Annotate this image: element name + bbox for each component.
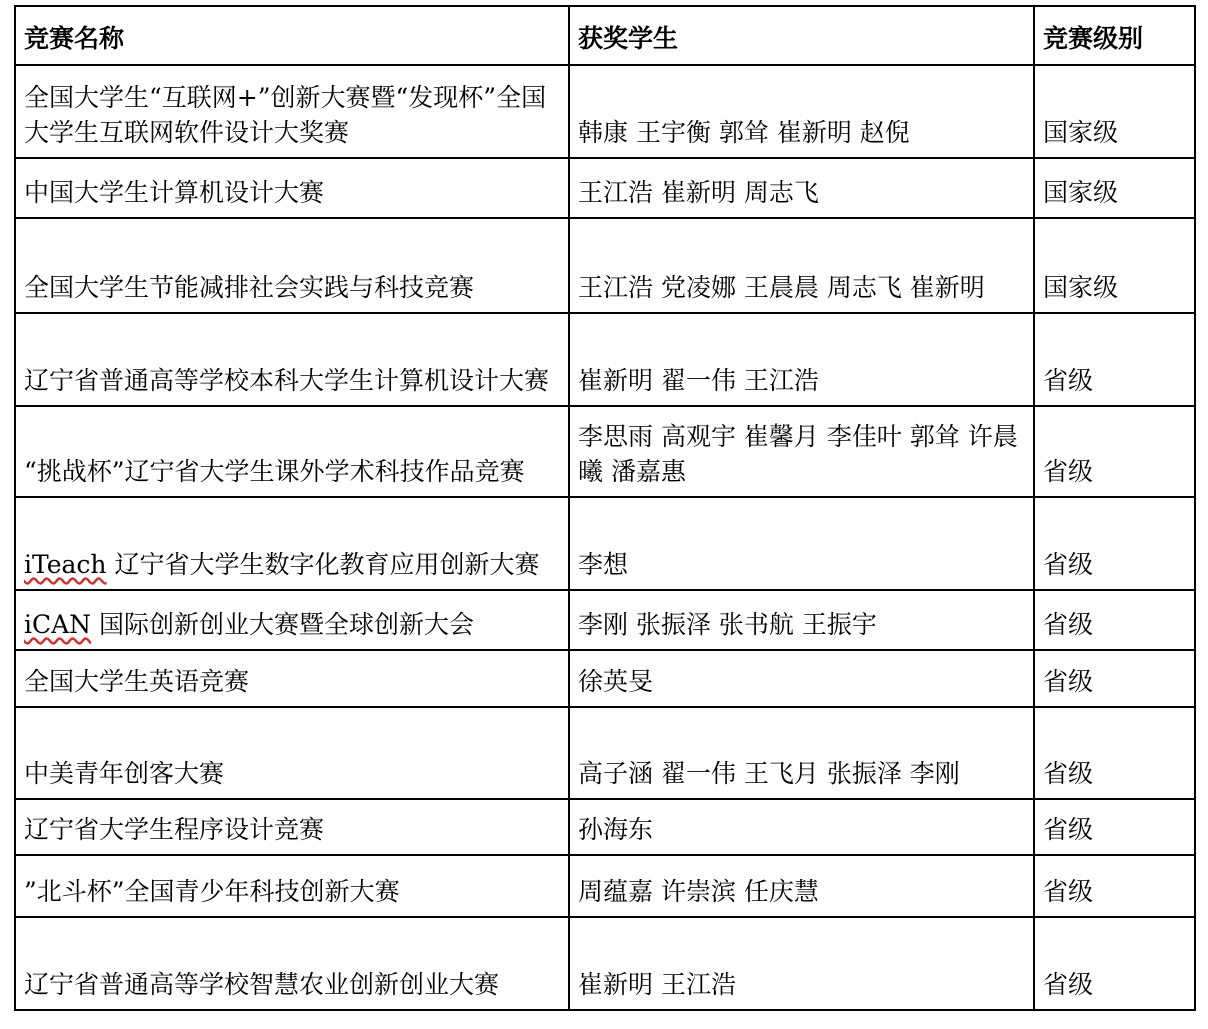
competition-name: ”北斗杯”全国青少年科技创新大赛: [15, 855, 569, 917]
table-row: [15, 158, 1195, 218]
header-competition-name: 竞赛名称: [15, 6, 569, 65]
award-students: 王江浩 党凌娜 王晨晨 周志飞 崔新明: [569, 218, 1034, 313]
competition-name: 全国大学生英语竞赛: [15, 650, 569, 707]
award-students: 高子涵 翟一伟 王飞月 张振泽 李刚: [569, 707, 1034, 799]
competition-name: 辽宁省普通高等学校本科大学生计算机设计大赛: [15, 313, 569, 406]
competition-name: 中国大学生计算机设计大赛: [15, 158, 569, 218]
table-row: [15, 799, 1195, 855]
competition-name: [15, 590, 569, 650]
competition-name: 全国大学生节能减排社会实践与科技竞赛: [15, 218, 569, 313]
table-row: [15, 497, 1195, 590]
competition-name: [15, 497, 569, 590]
award-students: 崔新明 翟一伟 王江浩: [569, 313, 1034, 406]
competition-name: 辽宁省普通高等学校智慧农业创新创业大赛: [15, 917, 569, 1010]
competition-name: 中美青年创客大赛: [15, 707, 569, 799]
competition-level: 省级: [1034, 406, 1195, 497]
competition-level: 省级: [1034, 497, 1195, 590]
competition-level: 省级: [1034, 799, 1195, 855]
latin-term: iCAN: [24, 610, 92, 639]
competition-name-text: 辽宁省大学生数字化教育应用创新大赛: [114, 550, 540, 579]
competition-level: 国家级: [1034, 218, 1195, 313]
table-row: [15, 406, 1195, 497]
competition-name: 辽宁省大学生程序设计竞赛: [15, 799, 569, 855]
competition-level: 省级: [1034, 590, 1195, 650]
table-row: [15, 590, 1195, 650]
competition-name-text: 国际创新创业大赛暨全球创新大会: [99, 610, 475, 639]
award-students: 徐英旻: [569, 650, 1034, 707]
table-row: [15, 707, 1195, 799]
award-students: 周蕴嘉 许崇滨 任庆慧: [569, 855, 1034, 917]
competition-level: 省级: [1034, 917, 1195, 1010]
award-students: 李刚 张振泽 张书航 王振宇: [569, 590, 1034, 650]
competition-level: 省级: [1034, 313, 1195, 406]
award-students: 孙海东: [569, 799, 1034, 855]
competition-level: 国家级: [1034, 65, 1195, 158]
competition-level: 国家级: [1034, 158, 1195, 218]
award-students: 李思雨 高观宇 崔馨月 李佳叶 郭耸 许晨曦 潘嘉惠: [569, 406, 1034, 497]
table-row: [15, 65, 1195, 158]
competition-level: 省级: [1034, 855, 1195, 917]
award-students: 韩康 王宇衡 郭耸 崔新明 赵倪: [569, 65, 1034, 158]
award-students: 王江浩 崔新明 周志飞: [569, 158, 1034, 218]
award-students: 崔新明 王江浩: [569, 917, 1034, 1010]
table-row: [15, 855, 1195, 917]
table-row: [15, 650, 1195, 707]
competition-name: 全国大学生“互联网+”创新大赛暨“发现杯”全国大学生互联网软件设计大奖赛: [15, 65, 569, 158]
competition-level: 省级: [1034, 707, 1195, 799]
competition-name: “挑战杯”辽宁省大学生课外学术科技作品竞赛: [15, 406, 569, 497]
table-row: [15, 917, 1195, 1010]
header-award-students: 获奖学生: [569, 6, 1034, 65]
header-competition-level: 竞赛级别: [1034, 6, 1195, 65]
table-row: [15, 313, 1195, 406]
table-row: [15, 218, 1195, 313]
latin-term: iTeach: [24, 550, 107, 579]
awards-table: [14, 5, 1196, 1011]
competition-level: 省级: [1034, 650, 1195, 707]
table-header-row: [15, 6, 1195, 65]
award-students: 李想: [569, 497, 1034, 590]
